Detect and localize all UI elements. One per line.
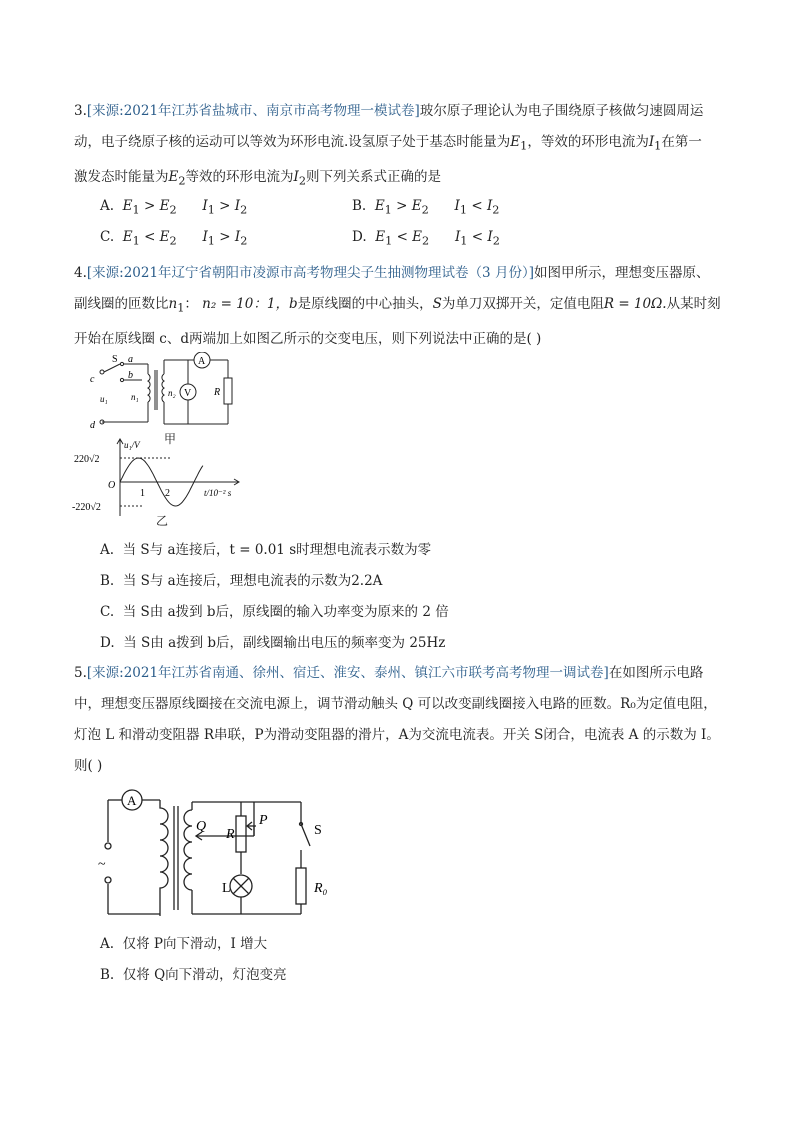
q5-circuit-figure: [96, 788, 346, 918]
q3-option-c: C. $E_1 < E_2$ $I_1 > I_2$: [100, 229, 248, 248]
ammeter-icon: A: [198, 356, 206, 367]
ammeter-icon: A: [127, 793, 137, 808]
svg-text:d: d: [90, 420, 95, 431]
q4-circuit-figure: [86, 352, 246, 440]
q3-option-d: D. $E_1 < E_2$ $I_1 < I_2$: [352, 229, 500, 248]
svg-text:P: P: [259, 813, 268, 828]
svg-text:R: R: [214, 387, 221, 398]
q3-stem: 3.[来源:2021年江苏省盐城市、南京市高考物理一模试卷]玻尔原子理论认为电子围绕原子核做匀速圆周运 动，电子绕原子核的运动可以等效为环形电流.设氢原子处于基态时能量为$E_1$，等效的环形电流为$I_1$在第一 激发态时能量为$E_2$等效的环形电流为$I_2$则下列关系式正确的是: [74, 103, 704, 188]
q4-source: [来源:2021年辽宁省朝阳市凌源市高考物理尖子生抽测物理试卷（3 月份）]: [86, 265, 534, 281]
svg-text:n₂: n₂: [168, 388, 176, 398]
q4-option-d: D. 当 S由 a拨到 b后，副线圈输出电压的频率变为 25Hz: [100, 635, 446, 651]
svg-text:a: a: [128, 354, 133, 365]
q3-source: [来源:2021年江苏省盐城市、南京市高考物理一模试卷]: [86, 103, 420, 119]
svg-text:220√2: 220√2: [74, 454, 100, 465]
svg-text:S: S: [112, 354, 118, 365]
svg-text:O: O: [108, 480, 116, 491]
svg-text:Q: Q: [196, 819, 207, 834]
svg-text:n₁: n₁: [131, 392, 139, 402]
q4-stem: 4.[来源:2021年辽宁省朝阳市凌源市高考物理尖子生抽测物理试卷（3 月份）]如图甲所示，理想变压器原、 副线圈的匝数比$n_1$： n₂ = 10：1，b是原线圈的中心抽头，S为单刀双掷开关，定值电阻R = 10Ω.从某时刻 开始在原线圈 c、d两端加上如图乙所示的交变电压，则下列说法中正确的是( ): [74, 265, 721, 347]
ac-source-icon: ~: [98, 857, 106, 872]
svg-text:b: b: [128, 370, 133, 381]
svg-text:u₁: u₁: [100, 394, 108, 404]
svg-text:S: S: [314, 823, 322, 838]
svg-text:u₁/V: u₁/V: [124, 440, 140, 450]
svg-text:2: 2: [165, 488, 170, 499]
q5-option-a: A. 仅将 P向下滑动，I 增大: [100, 936, 268, 952]
q5-source: [来源:2021年江苏省南通、徐州、宿迁、淮安、泰州、镇江六市联考高考物理一调试卷]: [86, 665, 609, 681]
q5-stem: 5.[来源:2021年江苏省南通、徐州、宿迁、淮安、泰州、镇江六市联考高考物理一调试卷]在如图所示电路 中，理想变压器原线圈接在交流电源上，调节滑动触头 Q 可以改变副线圈接入电路的匝数。R₀为定值电阻， 灯泡 L 和滑动变阻器 R串联，P为滑动变阻器的滑片，A为交流电流表。开关 S闭合，电流表 A 的示数为 I。 则( ): [74, 665, 720, 774]
svg-text:c: c: [90, 374, 95, 385]
q4-option-b: B. 当 S与 a连接后，理想电流表的示数为2.2A: [100, 573, 383, 589]
svg-text:-220√2: -220√2: [72, 502, 101, 513]
svg-text:R₀: R₀: [314, 881, 328, 896]
svg-text:R: R: [226, 827, 235, 842]
q4-fig-jia-label: 甲: [164, 432, 177, 446]
q4-option-c: C. 当 S由 a拨到 b后，原线圈的输入功率变为原来的 2 倍: [100, 604, 449, 620]
voltmeter-icon: V: [184, 388, 192, 399]
q5-option-b: B. 仅将 Q向下滑动，灯泡变亮: [100, 967, 287, 983]
lamp-icon: L: [222, 881, 231, 896]
q4-fig-yi-label: 乙: [156, 514, 169, 528]
q4-voltage-graph: [70, 436, 250, 520]
q5-number: 5.: [74, 665, 87, 681]
q3-number: 3.: [74, 103, 87, 119]
q4-number: 4.: [74, 265, 87, 281]
q4-option-a: A. 当 S与 a连接后，t = 0.01 s时理想电流表示数为零: [100, 542, 432, 558]
q3-option-a: A. $E_1 > E_2$ $I_1 > I_2$: [100, 198, 248, 217]
svg-text:t/10⁻² s: t/10⁻² s: [204, 488, 232, 498]
q3-option-b: B. $E_1 > E_2$ $I_1 < I_2$: [352, 198, 500, 217]
svg-text:1: 1: [140, 488, 145, 499]
